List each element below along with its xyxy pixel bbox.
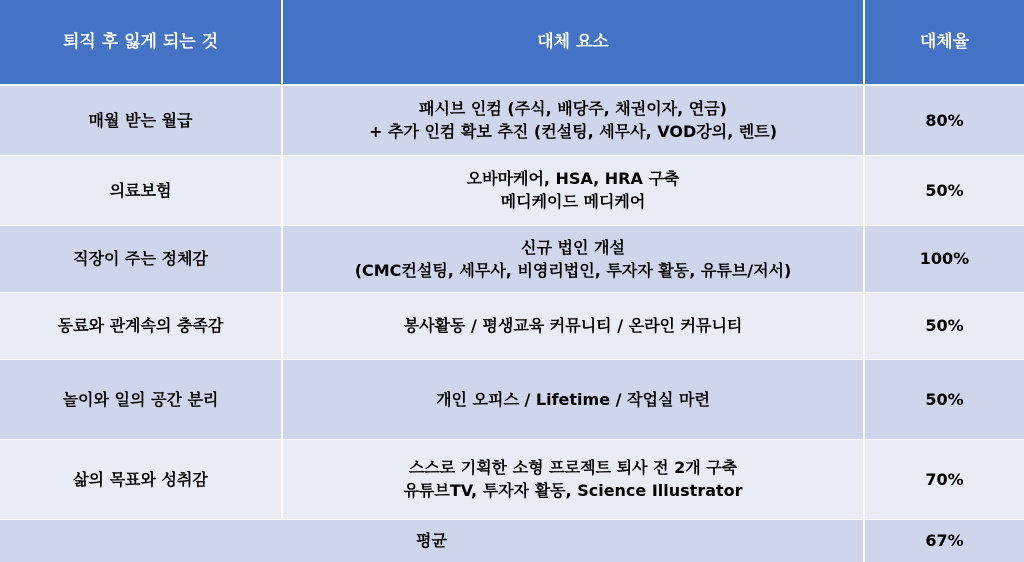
header-rate: 대체율 (864, 0, 1024, 85)
table-row (0, 85, 1024, 155)
rate-cell: 50% (864, 292, 1024, 359)
replacement-line: 오바마케어, HSA, HRA 구축 (466, 169, 680, 188)
rate-cell: 80% (864, 85, 1024, 155)
replacement-line: 유튜브TV, 투자자 활동, Science Illustrator (403, 481, 743, 500)
replacement-line: 개인 오피스 / Lifetime / 작업실 마련 (436, 389, 710, 409)
table-row (0, 225, 1024, 292)
lost-item-cell: 삶의 목표와 성취감 (0, 439, 282, 519)
lost-item-cell: 의료보험 (0, 155, 282, 225)
replacement-line: 신규 법인 개설 (521, 237, 625, 257)
replacement-line: 스스로 기획한 소형 프로젝트 퇴사 전 2개 구축 (408, 458, 738, 477)
table-row (0, 439, 1024, 519)
table-row (0, 359, 1024, 439)
replacement-cell (282, 85, 864, 155)
replacement-cell (282, 359, 864, 439)
rate-cell: 50% (864, 155, 1024, 225)
replacement-line: 봉사활동 / 평생교육 커뮤니티 / 온라인 커뮤니티 (403, 316, 743, 335)
replacement-line: 메디케이드 메디케어 (500, 192, 646, 211)
header-replacement: 대체 요소 (282, 0, 864, 85)
average-rate: 67% (864, 519, 1024, 562)
replacement-cell (282, 225, 864, 292)
replacement-cell (282, 155, 864, 225)
replacement-line: 패시브 인컴 (주식, 배당주, 채권이자, 연금) (418, 99, 727, 119)
table-row (0, 155, 1024, 225)
lost-item-cell: 직장이 주는 정체감 (0, 225, 282, 292)
lost-item-cell: 동료와 관계속의 충족감 (0, 292, 282, 359)
lost-item-cell: 놀이와 일의 공간 분리 (0, 359, 282, 439)
table-row (0, 292, 1024, 359)
rate-cell: 50% (864, 359, 1024, 439)
rate-cell: 100% (864, 225, 1024, 292)
rate-cell: 70% (864, 439, 1024, 519)
replacement-line: + 추가 인컴 확보 추진 (컨설팅, 세무사, VOD강의, 렌트) (368, 122, 778, 142)
average-row (0, 519, 1024, 562)
lost-item-cell: 매월 받는 월급 (0, 85, 282, 155)
replacement-cell (282, 292, 864, 359)
replacement-line: (CMC컨설팅, 세무사, 비영리법인, 투자자 활동, 유튜브/저서) (354, 260, 792, 280)
header-row (0, 0, 1024, 85)
average-label: 평균 (0, 519, 864, 562)
header-lost-item: 퇴직 후 잃게 되는 것 (0, 0, 282, 85)
replacement-cell (282, 439, 864, 519)
